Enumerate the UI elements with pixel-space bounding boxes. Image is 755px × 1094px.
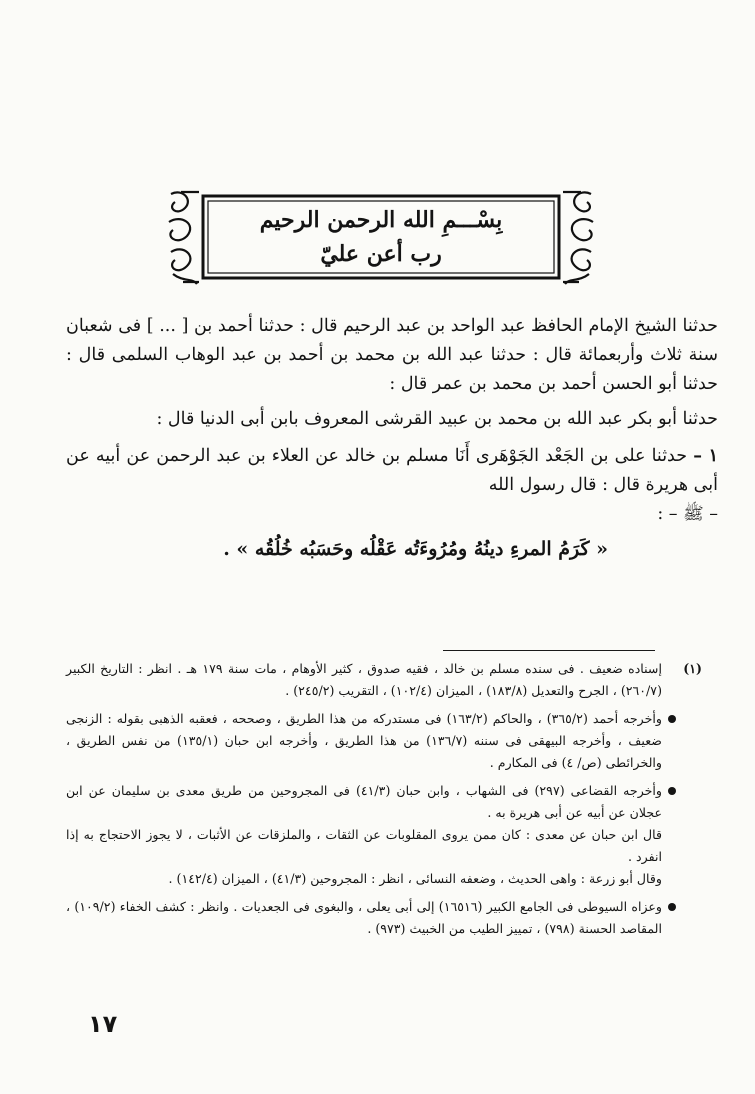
hadith-text: « كَرَمُ المرءِ دينُهُ ومُرُوءَتُه عَقْلُه وحَسَبُه خُلُقُه » .: [223, 538, 608, 560]
footnote-1: [66, 658, 702, 702]
footnote-text: إسناده ضعيف . فى سنده مسلم بن خالد ، فقيه صدوق ، كثير الأوهام ، مات سنة ١٧٩ هـ . انظر : التاريخ الكبير (٢٦٠/٧) ، الجرح والتعديل (١٨٣/٨) ، الميزان (١٠٢/٤) ، التقريب (٢٤٥/٢) .: [66, 661, 662, 698]
bullet-icon: [668, 715, 676, 723]
hadith-chain: حدثنا على بن الجَعْد الجَوْهَرى أَنَا مسلم بن خالد عن العلاء بن عبد الرحمن عن أبيه عن أبى هريرة قال : قال رسول الله: [66, 446, 718, 495]
bullet-text: وعزاه السيوطى فى الجامع الكبير (١٦٥١٦) إلى أبى يعلى ، والبغوى فى الجعديات . وانظر : كشف الخفاء (١٠٩/٢) ، المقاصد الحسنة (٧٩٨) ، تمييز الطيب من الخبيث (٩٧٣) .: [66, 899, 662, 936]
bullet-text: وأخرجه القضاعى (٢٩٧) فى الشهاب ، وابن حبان (٤١/٣) فى المجروحين من طريق معدى بن سليمان عن ابن عجلان عن أبيه عن أبى هريرة به .: [66, 783, 663, 820]
footnote-separator: [443, 650, 655, 651]
bullet-text: وأخرجه أحمد (٣٦٥/٢) ، والحاكم (١٦٣/٢) فى مستدركه من هذا الطريق ، وصححه ، فعقبه الذهبى بقوله : الزنجى ضعيف ، وأخرجه البيهقى فى سننه (١٣٦/٧) من هذا الطريق ، وأخرجه ابن حبان (١٣٥/١) من نفس الطريق ، والخرائطى (ص/ ٤) فى المكارم .: [66, 711, 662, 770]
footnotes: [66, 658, 702, 946]
bullet-icon: [668, 787, 676, 795]
isnad-paragraph: حدثنا أبو بكر عبد الله بن محمد بن عبيد القرشى المعروف بابن أبى الدنيا قال :: [156, 409, 718, 429]
page-number: ١٧: [88, 1010, 118, 1038]
bullet-extra-text: قال ابن حبان عن معدى : كان ممن يروى المقلوبات عن الثقات ، والملزقات عن الأثبات ، لا يجوز الاحتجاج به إذا انفرد .: [66, 827, 662, 864]
subtitle-heading: رب أعن عليّ: [320, 241, 442, 267]
bullet-extra-text: وقال أبو زرعة : واهى الحديث ، وضعفه النسائى ، انظر : المجروحين (٤١/٣) ، الميزان (١٤٢/٤) .: [168, 871, 662, 886]
title-frame: [163, 186, 599, 288]
salutation-icon: ﷺ: [683, 504, 704, 524]
hadith-number: ١ –: [693, 446, 719, 466]
footnote-bullet-3: [66, 896, 702, 940]
footnote-number: (١): [683, 661, 702, 676]
footnote-bullet-1: [66, 708, 702, 774]
hadith-paragraph: ١ – حدثنا على بن الجَعْد الجَوْهَرى أَنَا مسلم بن خالد عن العلاء بن عبد الرحمن عن أبيه عن أبى هريرة قال : قال رسول الله – ﷺ – :: [66, 442, 718, 529]
basmala-heading: بِسْـــمِ الله الرحمن الرحيم: [259, 207, 503, 233]
footnote-bullet-2: [66, 780, 702, 890]
intro-paragraph: حدثنا الشيخ الإمام الحافظ عبد الواحد بن عبد الرحيم قال : حدثنا أحمد بن [ ... ] فى شعبان سنة ثلاث وأربعمائة قال : حدثنا عبد الله بن محمد بن أحمد بن عبد الوهاب السلمى قال : حدثنا أبو الحسن أحمد بن محمد بن عمر قال :: [66, 316, 718, 394]
main-text: [66, 312, 718, 564]
bullet-icon: [668, 903, 676, 911]
